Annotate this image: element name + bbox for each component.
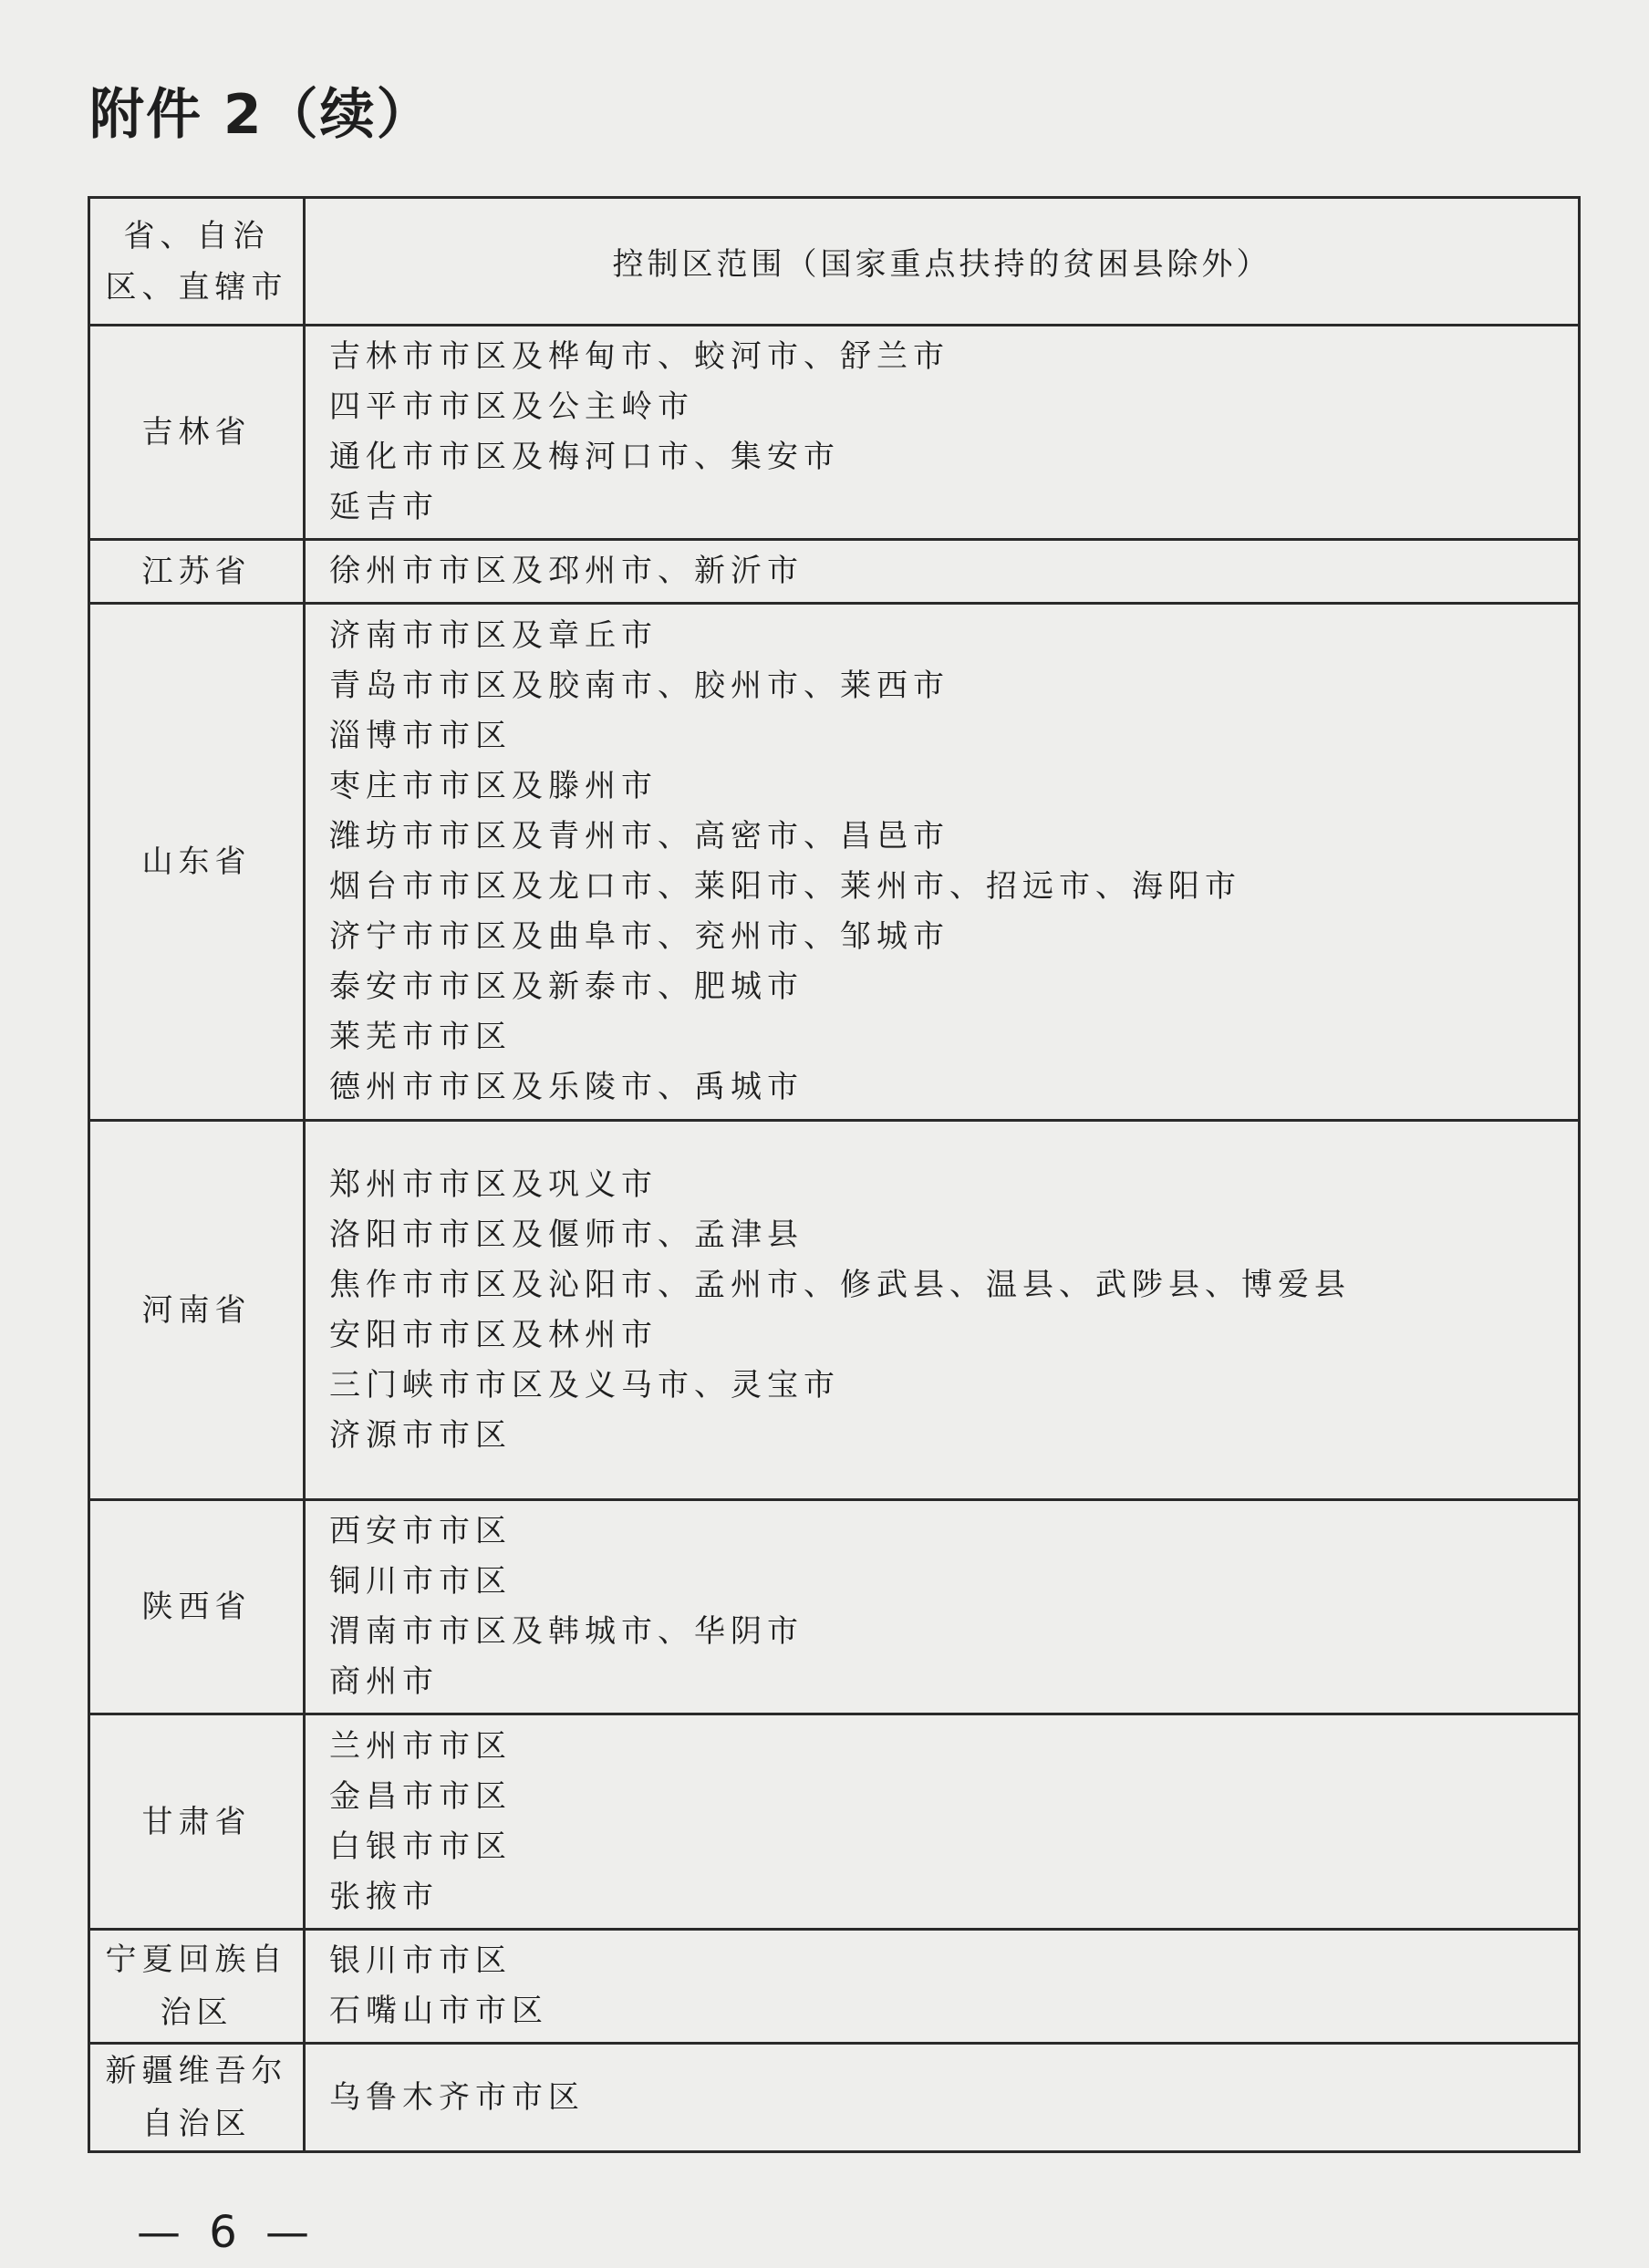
range-line: 石嘴山市市区 — [329, 1993, 548, 2029]
range-line: 渭南市市区及韩城市、华阴市 — [329, 1613, 804, 1650]
range-line: 铜川市市区 — [329, 1563, 512, 1600]
control-area-table — [88, 196, 1581, 2153]
table-row — [89, 2044, 1580, 2152]
range-cell — [305, 2044, 1580, 2152]
range-line: 济宁市市区及曲阜市、兖州市、邹城市 — [329, 918, 949, 955]
range-line: 四平市市区及公主岭市 — [329, 388, 694, 425]
range-cell — [305, 1121, 1580, 1500]
range-line: 白银市市区 — [329, 1828, 512, 1865]
range-line: 张掖市 — [329, 1878, 439, 1915]
range-line: 焦作市市区及沁阳市、孟州市、修武县、温县、武陟县、博爱县 — [329, 1266, 1351, 1303]
range-line: 吉林市市区及桦甸市、蛟河市、舒兰市 — [329, 338, 949, 375]
range-line: 商州市 — [329, 1663, 439, 1700]
range-line: 德州市市区及乐陵市、禹城市 — [329, 1069, 804, 1105]
attachment-heading: 附件 2（续） — [89, 83, 433, 147]
province-cell: 吉林省 — [89, 326, 305, 540]
table-header-row — [89, 198, 1580, 326]
range-cell — [305, 540, 1580, 604]
range-line: 烟台市市区及龙口市、莱阳市、莱州市、招远市、海阳市 — [329, 868, 1241, 905]
range-line: 莱芜市市区 — [329, 1019, 512, 1055]
range-cell — [305, 1500, 1580, 1714]
range-cell — [305, 326, 1580, 540]
province-cell: 江苏省 — [89, 540, 305, 604]
range-line: 潍坊市市区及青州市、高密市、昌邑市 — [329, 818, 949, 854]
range-line: 淄博市市区 — [329, 718, 512, 754]
range-line: 银川市市区 — [329, 1942, 512, 1979]
province-cell: 新疆维吾尔自治区 — [89, 2044, 305, 2152]
range-line: 郑州市市区及巩义市 — [329, 1165, 658, 1203]
range-line: 济源市市区 — [329, 1416, 512, 1454]
province-cell: 宁夏回族自治区 — [89, 1930, 305, 2044]
header-range: 控制区范围（国家重点扶持的贫困县除外） — [305, 198, 1580, 326]
province-cell: 河南省 — [89, 1121, 305, 1500]
province-cell: 甘肃省 — [89, 1714, 305, 1930]
range-line: 安阳市市区及林州市 — [329, 1316, 658, 1353]
range-line: 洛阳市市区及偃师市、孟津县 — [329, 1216, 804, 1253]
table-row — [89, 326, 1580, 540]
table-row — [89, 604, 1580, 1121]
page-number: — 6 — — [137, 2207, 317, 2258]
range-line: 西安市市区 — [329, 1513, 512, 1549]
range-line: 三门峡市市区及义马市、灵宝市 — [329, 1366, 840, 1403]
range-cell — [305, 1930, 1580, 2044]
table-row — [89, 1930, 1580, 2044]
range-line: 徐州市市区及邳州市、新沂市 — [329, 553, 804, 589]
range-line: 青岛市市区及胶南市、胶州市、莱西市 — [329, 668, 949, 704]
range-cell — [305, 604, 1580, 1121]
range-line: 泰安市市区及新泰市、肥城市 — [329, 968, 804, 1005]
header-province: 省、自治区、直辖市 — [89, 198, 305, 326]
range-line: 兰州市市区 — [329, 1727, 512, 1765]
table-row — [89, 1500, 1580, 1714]
province-cell: 陕西省 — [89, 1500, 305, 1714]
table-row — [89, 1714, 1580, 1930]
range-line: 枣庄市市区及滕州市 — [329, 768, 658, 804]
range-line: 乌鲁木齐市市区 — [329, 2078, 585, 2116]
table-row — [89, 1121, 1580, 1500]
range-line: 金昌市市区 — [329, 1777, 512, 1815]
province-cell: 山东省 — [89, 604, 305, 1121]
range-line: 通化市市区及梅河口市、集安市 — [329, 439, 840, 475]
table-row — [89, 540, 1580, 604]
range-cell — [305, 1714, 1580, 1930]
range-line: 延吉市 — [329, 489, 439, 525]
range-line: 济南市市区及章丘市 — [329, 617, 658, 654]
